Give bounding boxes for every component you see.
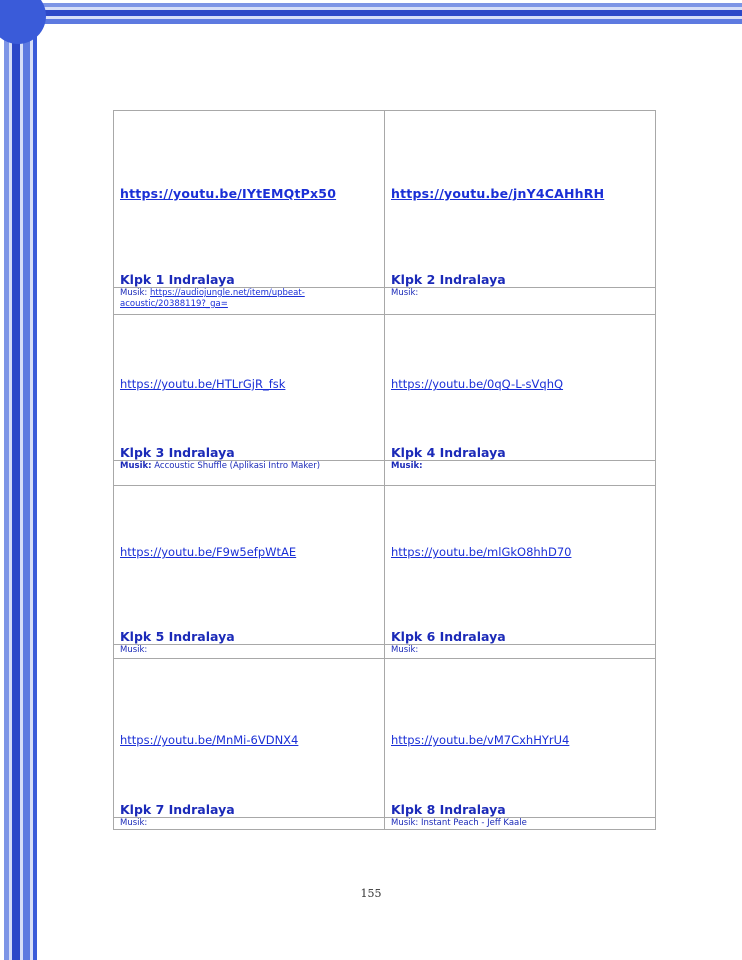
video-link-7[interactable]: https://youtu.be/MnMi-6VDNX4 xyxy=(120,733,299,747)
table-row xyxy=(114,111,656,288)
music-cell-2 xyxy=(385,288,656,315)
klip-title-2: Klpk 2 Indralaya xyxy=(391,272,506,287)
video-link-6[interactable]: https://youtu.be/mlGkO8hhD70 xyxy=(391,545,572,559)
table-row xyxy=(114,288,656,315)
music-cell-4 xyxy=(385,461,656,486)
video-link-1[interactable]: https://youtu.be/IYtEMQtPx50 xyxy=(120,186,337,201)
video-link-3[interactable]: https://youtu.be/HTLrGjR_fsk xyxy=(120,377,286,391)
klip-cell-4 xyxy=(385,315,656,461)
video-links-table xyxy=(113,110,656,830)
klip-title-1: Klpk 1 Indralaya xyxy=(120,272,235,287)
table-row xyxy=(114,818,656,830)
music-label-4: Musik: xyxy=(391,461,423,471)
corner-circle-ornament xyxy=(0,0,46,44)
music-cell-6 xyxy=(385,645,656,659)
table-row xyxy=(114,461,656,486)
klip-cell-3 xyxy=(114,315,385,461)
video-link-2[interactable]: https://youtu.be/jnY4CAHhRH xyxy=(391,186,605,201)
klip-cell-7 xyxy=(114,659,385,818)
music-label-8: Musik: xyxy=(391,818,419,828)
klip-cell-6 xyxy=(385,486,656,645)
music-label-7: Musik: xyxy=(120,818,148,828)
klip-title-8: Klpk 8 Indralaya xyxy=(391,802,506,817)
music-cell-1 xyxy=(114,288,385,315)
klip-cell-2 xyxy=(385,111,656,288)
klip-cell-1 xyxy=(114,111,385,288)
left-border-stripes xyxy=(0,0,38,960)
music-label-5: Musik: xyxy=(120,645,148,655)
music-cell-7 xyxy=(114,818,385,830)
table-row xyxy=(114,315,656,461)
top-border-stripes xyxy=(0,0,742,30)
music-cell-5 xyxy=(114,645,385,659)
video-link-5[interactable]: https://youtu.be/F9w5efpWtAE xyxy=(120,545,297,559)
music-label-1: Musik: xyxy=(120,288,148,298)
music-link-1[interactable]: https://audiojungle.net/item/upbeat-acoustic/20388119?_ga= xyxy=(120,288,305,309)
klip-cell-5 xyxy=(114,486,385,645)
klip-cell-8 xyxy=(385,659,656,818)
video-link-4[interactable]: https://youtu.be/0qQ-L-sVqhQ xyxy=(391,377,564,391)
music-value-3: Accoustic Shuffle (Aplikasi Intro Maker) xyxy=(154,461,321,471)
table-row xyxy=(114,645,656,659)
video-link-8[interactable]: https://youtu.be/vM7CxhHYrU4 xyxy=(391,733,570,747)
klip-title-6: Klpk 6 Indralaya xyxy=(391,629,506,644)
music-cell-8 xyxy=(385,818,656,830)
page-number: 155 xyxy=(360,887,382,900)
music-label-6: Musik: xyxy=(391,645,419,655)
klip-title-5: Klpk 5 Indralaya xyxy=(120,629,235,644)
klip-title-3: Klpk 3 Indralaya xyxy=(120,445,235,460)
music-label-2: Musik: xyxy=(391,288,419,298)
klip-title-7: Klpk 7 Indralaya xyxy=(120,802,235,817)
klip-title-4: Klpk 4 Indralaya xyxy=(391,445,506,460)
music-label-3: Musik: xyxy=(120,461,152,471)
table-row xyxy=(114,486,656,645)
music-value-8: Instant Peach - Jeff Kaale xyxy=(421,818,527,828)
music-cell-3 xyxy=(114,461,385,486)
table-row xyxy=(114,659,656,818)
